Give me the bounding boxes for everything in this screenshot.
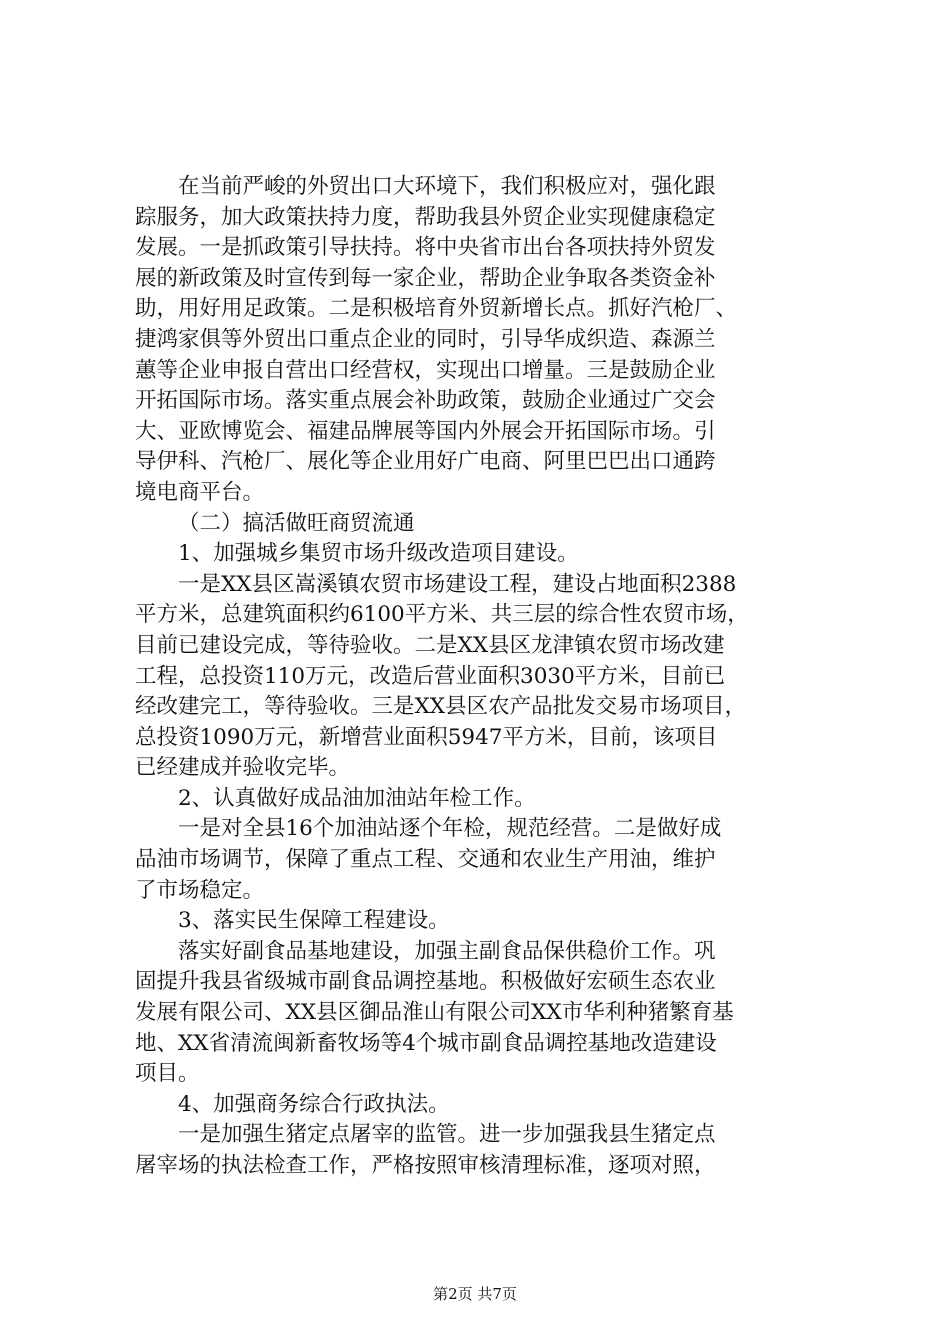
text-line: 发展有限公司、XX县区御品淮山有限公司XX市华利种猪繁育基 — [135, 1000, 734, 1026]
text-line: 经改建完工，等待验收。三是XX县区农产品批发交易市场项目， — [135, 694, 747, 720]
text-line: 总投资1090万元，新增营业面积5947平方米，目前，该项目 — [135, 724, 718, 750]
text-line: 助，用好用足政策。二是积极培育外贸新增长点。抓好汽枪厂、 — [135, 296, 738, 322]
text-line: 在当前严峻的外贸出口大环境下，我们积极应对，强化跟 — [178, 174, 716, 199]
text-line: 2、认真做好成品油加油站年检工作。 — [178, 785, 536, 811]
text-line: 发展。一是抓政策引导扶持。将中央省市出台各项扶持外贸发 — [135, 235, 716, 261]
text-line: 品油市场调节，保障了重点工程、交通和农业生产用油，维护 — [135, 847, 716, 873]
document-body — [135, 172, 855, 1182]
text-line: 大、亚欧博览会、福建品牌展等国内外展会开拓国际市场。引 — [135, 418, 716, 444]
text-line: 平方米，总建筑面积约6100平方米、共三层的综合性农贸市场， — [135, 602, 749, 628]
text-line: 蕙等企业申报自营出口经营权，实现出口增量。三是鼓励企业 — [135, 357, 716, 383]
text-line: 落实好副食品基地建设，加强主副食品保供稳价工作。巩 — [178, 938, 716, 964]
text-line: 踪服务，加大政策扶持力度，帮助我县外贸企业实现健康稳定 — [135, 204, 716, 230]
text-line: 地、XX省清流闽新畜牧场等4个城市副食品调控基地改造建设 — [135, 1030, 717, 1056]
text-line: 一是XX县区嵩溪镇农贸市场建设工程，建设占地面积2388 — [178, 571, 737, 597]
text-line: 1、加强城乡集贸市场升级改造项目建设。 — [178, 541, 579, 567]
text-line: 开拓国际市场。落实重点展会补助政策，鼓励企业通过广交会 — [135, 388, 716, 414]
text-line: 3、落实民生保障工程建设。 — [178, 908, 450, 934]
text-line: 展的新政策及时宣传到每一家企业，帮助企业争取各类资金补 — [135, 265, 716, 291]
text-line: （二）搞活做旺商贸流通 — [178, 510, 415, 536]
text-line: 4、加强商务综合行政执法。 — [178, 1091, 450, 1117]
text-line: 一是对全县16个加油站逐个年检，规范经营。二是做好成 — [178, 816, 722, 842]
text-line: 固提升我县省级城市副食品调控基地。积极做好宏硕生态农业 — [135, 969, 716, 995]
text-line: 导伊科、汽枪厂、展化等企业用好广电商、阿里巴巴出口通跨 — [135, 449, 716, 475]
text-line: 工程，总投资110万元，改造后营业面积3030平方米，目前已 — [135, 663, 726, 689]
text-line: 项目。 — [135, 1061, 200, 1087]
page-footer: 第2页 共7页 — [433, 1285, 517, 1303]
text-line: 捷鸿家俱等外贸出口重点企业的同时，引导华成织造、森源兰 — [135, 326, 716, 352]
text-line: 目前已建设完成，等待验收。二是XX县区龙津镇农贸市场改建 — [135, 632, 725, 658]
text-line: 已经建成并验收完毕。 — [135, 755, 351, 781]
text-line: 屠宰场的执法检查工作，严格按照审核清理标准，逐项对照， — [135, 1153, 716, 1178]
text-line: 境电商平台。 — [135, 479, 265, 505]
text-line: 一是加强生猪定点屠宰的监管。进一步加强我县生猪定点 — [178, 1122, 716, 1148]
text-line: 了市场稳定。 — [135, 877, 265, 903]
